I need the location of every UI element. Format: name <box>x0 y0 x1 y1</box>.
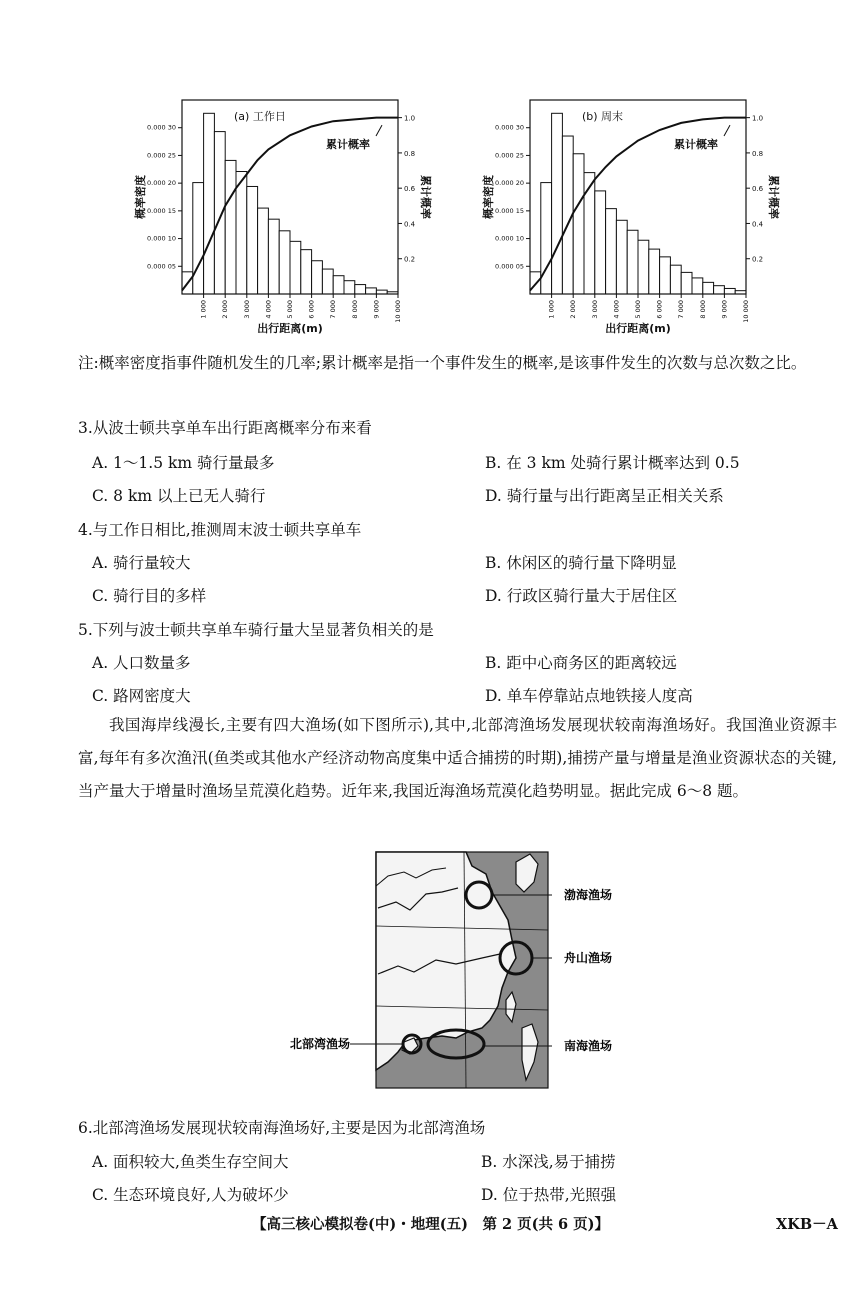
y2-tick-label: 0.6 <box>752 185 764 194</box>
y2-tick-label: 0.4 <box>752 220 764 229</box>
chart-weekend-svg <box>478 92 778 340</box>
histogram-bar <box>225 160 236 294</box>
map-label-nanhai: 南海渔场 <box>564 1039 613 1053</box>
x-tick-label: 1 000 <box>547 300 556 319</box>
fishery-map <box>286 848 636 1100</box>
y2-tick-label: 0.8 <box>404 149 416 158</box>
q5-option-d[interactable]: D. 单车停靠站点地铁接人度高 <box>485 687 693 705</box>
y2-tick-label: 1.0 <box>752 114 764 123</box>
chart-note: 注:概率密度指事件随机发生的几率;累计概率是指一个事件发生的概率,是该事件发生的次数与总次数之比。 <box>78 354 807 372</box>
histogram-bar <box>312 261 323 294</box>
y-tick-label: 0.000 10 <box>495 234 524 243</box>
map-label-bohai: 渤海渔场 <box>564 888 613 902</box>
histogram-bar <box>344 281 355 294</box>
chart-weekend <box>478 92 778 340</box>
y2-tick-label: 0.8 <box>752 149 764 158</box>
q3-stem: 3.从波士顿共享单车出行距离概率分布来看 <box>78 419 372 437</box>
histogram-bar <box>214 132 225 294</box>
histogram-bar <box>258 208 269 294</box>
x-tick-label: 3 000 <box>242 300 251 319</box>
cumulative-curve-pointer <box>724 125 730 136</box>
histogram-bar <box>322 269 333 294</box>
histogram-bar <box>616 220 627 294</box>
footer-code: XKB－A <box>776 1216 838 1233</box>
histogram-bar <box>279 231 290 294</box>
histogram-bar <box>714 286 725 294</box>
histogram-bar <box>670 265 681 294</box>
x-tick-label: 1 000 <box>199 300 208 319</box>
y-tick-label: 0.000 05 <box>495 262 524 271</box>
y-tick-label: 0.000 15 <box>147 206 176 215</box>
histogram-bar <box>660 257 671 294</box>
x-tick-label: 9 000 <box>720 300 729 319</box>
y-tick-label: 0.000 30 <box>147 123 176 132</box>
q6-option-d[interactable]: D. 位于热带,光照强 <box>481 1186 617 1204</box>
chart-title: (a) 工作日 <box>234 110 286 123</box>
q4-option-c[interactable]: C. 骑行目的多样 <box>92 587 207 605</box>
q3-option-b[interactable]: B. 在 3 km 处骑行累计概率达到 0.5 <box>485 454 740 472</box>
histogram-bar <box>204 113 215 294</box>
x-tick-label: 10 000 <box>742 300 750 323</box>
map-label-beibuwan: 北部湾渔场 <box>290 1037 351 1051</box>
y-tick-label: 0.000 30 <box>495 123 524 132</box>
y2-tick-label: 0.2 <box>752 255 764 264</box>
cumulative-curve-pointer <box>376 125 382 136</box>
chart-workday-svg <box>130 92 430 340</box>
y-tick-label: 0.000 05 <box>147 262 176 271</box>
q4-option-d[interactable]: D. 行政区骑行量大于居住区 <box>485 587 678 605</box>
x-axis-label: 出行距离(m) <box>257 322 323 335</box>
y-tick-label: 0.000 20 <box>495 179 524 188</box>
histogram-bar <box>681 272 692 294</box>
x-tick-label: 5 000 <box>634 300 642 319</box>
x-tick-label: 6 000 <box>655 300 664 319</box>
x-tick-label: 4 000 <box>264 300 273 319</box>
histogram-bar <box>355 285 366 294</box>
x-tick-label: 3 000 <box>590 300 599 319</box>
x-tick-label: 6 000 <box>307 300 316 319</box>
x-tick-label: 4 000 <box>612 300 621 319</box>
y-tick-label: 0.000 15 <box>495 206 524 215</box>
histogram-bar <box>692 278 703 294</box>
histogram-bar <box>268 219 279 294</box>
histogram-bar <box>595 191 606 294</box>
histogram-bar <box>552 113 563 294</box>
q5-option-a[interactable]: A. 人口数量多 <box>92 654 191 672</box>
histogram-bar <box>573 154 584 294</box>
q4-stem: 4.与工作日相比,推测周末波士顿共享单车 <box>78 521 362 539</box>
histogram-bar <box>703 282 714 294</box>
q3-option-c[interactable]: C. 8 km 以上已无人骑行 <box>92 487 266 505</box>
q3-option-a[interactable]: A. 1～1.5 km 骑行量最多 <box>92 454 275 472</box>
x-tick-label: 7 000 <box>329 300 338 319</box>
q4-option-b[interactable]: B. 休闲区的骑行量下降明显 <box>485 554 677 572</box>
x-axis-label: 出行距离(m) <box>605 322 671 335</box>
cumulative-curve-label: 累计概率 <box>674 138 718 151</box>
histogram-bar <box>366 288 377 294</box>
map-label-zhoushan: 舟山渔场 <box>564 951 613 965</box>
y2-tick-label: 0.2 <box>404 255 416 264</box>
histogram-bar <box>584 173 595 294</box>
cumulative-curve-label: 累计概率 <box>326 138 370 151</box>
x-tick-label: 8 000 <box>350 300 359 319</box>
q3-option-d[interactable]: D. 骑行量与出行距离呈正相关关系 <box>485 487 724 505</box>
histogram-bar <box>638 240 649 294</box>
y-axis-label: 概率密度 <box>134 175 147 219</box>
x-tick-label: 2 000 <box>569 300 578 319</box>
y2-axis-label: 累计概率 <box>419 175 432 219</box>
histogram-bar <box>301 250 312 294</box>
y-tick-label: 0.000 25 <box>495 151 524 160</box>
y2-tick-label: 1.0 <box>404 114 416 123</box>
x-tick-label: 5 000 <box>286 300 294 319</box>
histogram-bar <box>193 183 204 294</box>
x-tick-label: 7 000 <box>677 300 686 319</box>
x-tick-label: 8 000 <box>698 300 707 319</box>
chart-title: (b) 周末 <box>582 110 624 123</box>
q4-option-a[interactable]: A. 骑行量较大 <box>92 554 191 572</box>
histogram-bar <box>236 172 247 294</box>
y-tick-label: 0.000 20 <box>147 179 176 188</box>
x-tick-label: 10 000 <box>394 300 402 323</box>
y-tick-label: 0.000 25 <box>147 151 176 160</box>
histogram-bar <box>606 209 617 294</box>
histogram-bar <box>290 241 301 294</box>
q5-option-c[interactable]: C. 路网密度大 <box>92 687 191 705</box>
histogram-bar <box>649 249 660 294</box>
chart-workday <box>130 92 430 340</box>
fishery-map-svg <box>286 848 636 1100</box>
y-tick-label: 0.000 10 <box>147 234 176 243</box>
y2-tick-label: 0.4 <box>404 220 416 229</box>
histogram-bar <box>333 276 344 294</box>
q5-option-b[interactable]: B. 距中心商务区的距离较远 <box>485 654 677 672</box>
x-tick-label: 2 000 <box>221 300 230 319</box>
histogram-bar <box>247 186 258 294</box>
q6-stem: 6.北部湾渔场发展现状较南海渔场好,主要是因为北部湾渔场 <box>78 1119 486 1137</box>
y-axis-label: 概率密度 <box>482 175 495 219</box>
y2-tick-label: 0.6 <box>404 185 416 194</box>
q5-stem: 5.下列与波士顿共享单车骑行量大呈显著负相关的是 <box>78 621 434 639</box>
q6-option-c[interactable]: C. 生态环境良好,人为破坏少 <box>92 1186 289 1204</box>
x-tick-label: 9 000 <box>372 300 381 319</box>
q6-option-a[interactable]: A. 面积较大,鱼类生存空间大 <box>92 1153 289 1171</box>
q6-option-b[interactable]: B. 水深浅,易于捕捞 <box>481 1153 616 1171</box>
histogram-bar <box>541 183 552 294</box>
histogram-bar <box>627 230 638 294</box>
y2-axis-label: 累计概率 <box>767 175 780 219</box>
histogram-bar <box>724 288 735 294</box>
footer-title: 【高三核心模拟卷(中)・地理(五) 第 2 页(共 6 页)】 <box>252 1216 610 1233</box>
passage: 我国海岸线漫长,主要有四大渔场(如下图所示),其中,北部湾渔场发展现状较南海渔场好。我国渔业资源丰富,每年有多次渔汛(鱼类或其他水产经济动物高度集中适合捕捞的时期),捕捞产量与增量是渔业资源状态的关键,当产量大于增量时渔场呈荒漠化趋势。近年来,我国近海渔场荒漠化趋势明显。据此完成 6～8 题。 <box>78 716 837 800</box>
